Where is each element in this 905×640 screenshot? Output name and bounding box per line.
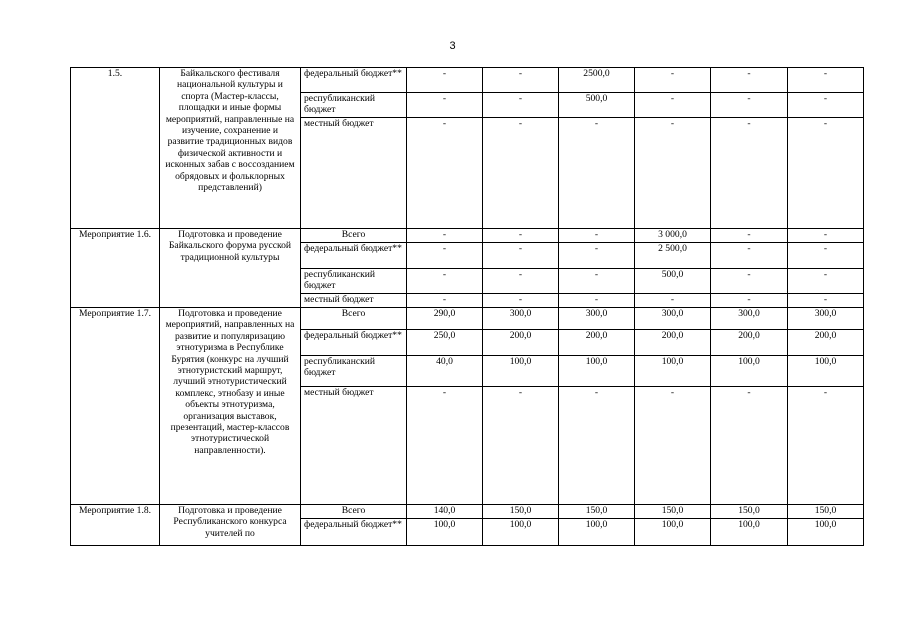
value-cell: - — [788, 68, 864, 93]
value-cell: - — [407, 93, 483, 118]
value-cell: - — [635, 68, 711, 93]
table-row — [71, 68, 864, 93]
value-cell: - — [483, 387, 559, 505]
value-cell: 500,0 — [559, 93, 635, 118]
value-cell: 300,0 — [711, 308, 788, 330]
value-cell: 40,0 — [407, 356, 483, 387]
value-cell: - — [483, 93, 559, 118]
page-number: 3 — [449, 40, 456, 52]
value-cell: 100,0 — [635, 356, 711, 387]
value-cell: - — [483, 229, 559, 243]
value-cell: - — [635, 93, 711, 118]
value-cell: - — [635, 387, 711, 505]
value-cell: 500,0 — [635, 269, 711, 294]
value-cell: 250,0 — [407, 330, 483, 356]
value-cell: - — [483, 68, 559, 93]
value-cell: - — [559, 387, 635, 505]
activity-name: Подготовка и проведение Республиканского конкурса учителей по — [160, 505, 301, 546]
value-cell: 100,0 — [635, 519, 711, 546]
value-cell: - — [407, 229, 483, 243]
value-cell: - — [711, 243, 788, 269]
funding-source: Всего — [301, 505, 407, 519]
value-cell: 150,0 — [483, 505, 559, 519]
value-cell: 200,0 — [559, 330, 635, 356]
value-cell: - — [483, 294, 559, 308]
funding-source: местный бюджет — [301, 387, 407, 505]
value-cell: - — [788, 243, 864, 269]
value-cell: - — [559, 243, 635, 269]
value-cell: 300,0 — [788, 308, 864, 330]
value-cell: - — [407, 387, 483, 505]
value-cell: 200,0 — [788, 330, 864, 356]
value-cell: 100,0 — [788, 519, 864, 546]
value-cell: - — [788, 93, 864, 118]
value-cell: 150,0 — [711, 505, 788, 519]
funding-source: федеральный бюджет** — [301, 68, 407, 93]
value-cell: - — [559, 294, 635, 308]
table-row — [71, 308, 864, 330]
value-cell: 100,0 — [711, 519, 788, 546]
funding-source: федеральный бюджет** — [301, 243, 407, 269]
budget-table — [70, 67, 864, 546]
value-cell: - — [483, 118, 559, 229]
activity-id: 1.5. — [71, 68, 160, 229]
value-cell: - — [788, 387, 864, 505]
value-cell: - — [711, 269, 788, 294]
value-cell: - — [407, 269, 483, 294]
value-cell: 150,0 — [635, 505, 711, 519]
activity-id: Мероприятие 1.6. — [71, 229, 160, 308]
value-cell: 200,0 — [711, 330, 788, 356]
value-cell: - — [483, 243, 559, 269]
funding-source: местный бюджет — [301, 294, 407, 308]
value-cell: - — [635, 118, 711, 229]
value-cell: 2500,0 — [559, 68, 635, 93]
value-cell: - — [483, 269, 559, 294]
value-cell: - — [635, 294, 711, 308]
value-cell: 100,0 — [559, 356, 635, 387]
activity-name: Подготовка и проведение Байкальского форума русской традиционной культуры — [160, 229, 301, 308]
value-cell: 300,0 — [559, 308, 635, 330]
value-cell: - — [788, 229, 864, 243]
value-cell: - — [711, 118, 788, 229]
table-row — [71, 229, 864, 243]
value-cell: 200,0 — [483, 330, 559, 356]
value-cell: - — [559, 269, 635, 294]
value-cell: - — [407, 243, 483, 269]
value-cell: 3 000,0 — [635, 229, 711, 243]
value-cell: - — [559, 229, 635, 243]
value-cell: - — [407, 118, 483, 229]
value-cell: 100,0 — [788, 356, 864, 387]
value-cell: 150,0 — [788, 505, 864, 519]
funding-source: Всего — [301, 229, 407, 243]
value-cell: - — [788, 269, 864, 294]
value-cell: 300,0 — [635, 308, 711, 330]
value-cell: - — [711, 387, 788, 505]
value-cell: - — [788, 294, 864, 308]
activity-id: Мероприятие 1.7. — [71, 308, 160, 505]
activity-name: Байкальского фестиваля национальной культуры и спорта (Мастер-классы, площадки и иные формы мероприятий, направленные на изучение, сохранение и развитие традиционных видов физической активности и исконных забав с воссозданием обрядовых и фольклорных представлений) — [160, 68, 301, 229]
funding-source: местный бюджет — [301, 118, 407, 229]
value-cell: 100,0 — [483, 519, 559, 546]
value-cell: 300,0 — [483, 308, 559, 330]
activity-id: Мероприятие 1.8. — [71, 505, 160, 546]
value-cell: 140,0 — [407, 505, 483, 519]
value-cell: 100,0 — [483, 356, 559, 387]
value-cell: - — [711, 68, 788, 93]
funding-source: Всего — [301, 308, 407, 330]
value-cell: 2 500,0 — [635, 243, 711, 269]
table-row — [71, 505, 864, 519]
value-cell: - — [407, 294, 483, 308]
value-cell: 200,0 — [635, 330, 711, 356]
value-cell: 100,0 — [559, 519, 635, 546]
funding-source: федеральный бюджет** — [301, 330, 407, 356]
value-cell: - — [711, 93, 788, 118]
value-cell: 290,0 — [407, 308, 483, 330]
value-cell: 150,0 — [559, 505, 635, 519]
activity-name: Подготовка и проведение мероприятий, направленных на развитие и популяризацию этнотуризма в Республике Бурятия (конкурс на лучший этнотуристский маршрут, лучший этнотуристический комплекс, этнобазу и иные объекты этнотуризма, организация выставок, презентаций, мастер-классов этнотуристической направленности). — [160, 308, 301, 505]
value-cell: 100,0 — [711, 356, 788, 387]
value-cell: - — [559, 118, 635, 229]
funding-source: республиканский бюджет — [301, 356, 407, 387]
value-cell: - — [788, 118, 864, 229]
value-cell: - — [711, 294, 788, 308]
value-cell: - — [711, 229, 788, 243]
funding-source: федеральный бюджет** — [301, 519, 407, 546]
value-cell: 100,0 — [407, 519, 483, 546]
funding-source: республиканский бюджет — [301, 269, 407, 294]
funding-source: республиканский бюджет — [301, 93, 407, 118]
value-cell: - — [407, 68, 483, 93]
